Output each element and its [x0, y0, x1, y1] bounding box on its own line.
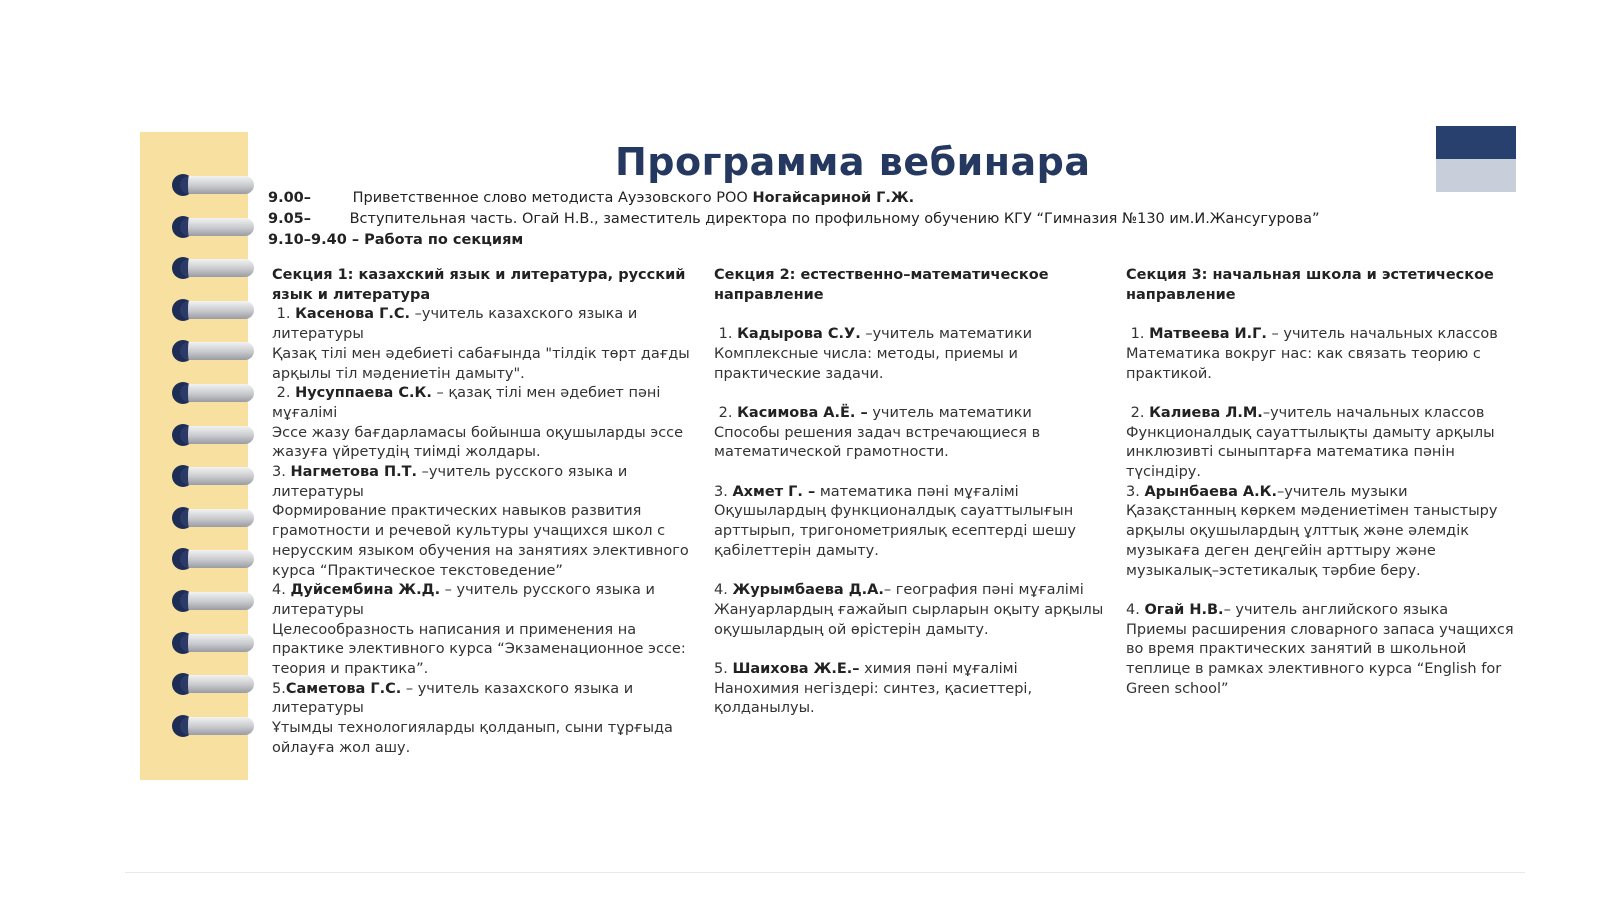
speaker-topic: Функционалдық сауаттылықты дамыту арқылы инклюзивті сыныптарға математика пәнін түсіндіру.: [1126, 424, 1495, 480]
binder-ring-icon: [168, 336, 258, 366]
speaker: 1. Кадырова С.У. –учитель математики: [718, 326, 1033, 343]
binder-ring-icon: [168, 378, 258, 408]
bottom-divider: [125, 872, 1525, 873]
schedule-time: 9.00–: [268, 190, 312, 206]
speaker: 2. Нусуппаева С.К. – қазақ тілі мен әдебиет пәні мұғалімі: [272, 385, 661, 421]
section-3: [1126, 266, 1521, 699]
spiral-binding: [168, 170, 268, 760]
speaker: 2. Касимова А.Ё. – учитель математики: [718, 404, 1032, 421]
schedule-line-3: [268, 232, 523, 248]
section-heading: Секция 1: казахский язык и литература, русский язык и литература: [272, 267, 686, 303]
corner-decoration: [1436, 126, 1516, 192]
binder-ring-icon: [168, 669, 258, 699]
speaker: 3. Нагметова П.Т. –учитель русского языка и литературы: [272, 464, 628, 500]
binder-ring-icon: [168, 420, 258, 450]
schedule-bold: Ногайсариной Г.Ж.: [752, 190, 915, 206]
speaker-topic: Қазақстанның көркем мәдениетімен таныстыру арқылы оқушылардың ұлттық және әлемдік музыкаға деген деңгейін арттыру және музыкалық–эстетикалық тәрбие беру.: [1126, 503, 1498, 579]
schedule-line-1: [268, 190, 914, 206]
speaker-topic: Способы решения задач встречающиеся в математической грамотности.: [714, 424, 1041, 461]
binder-ring-icon: [168, 170, 258, 200]
schedule-text: Приветственное слово методиста Ауэзовского РОО: [352, 190, 753, 206]
speaker-topic: Оқушылардың функционалдық сауаттылығын арттырып, тригонометриялық есептерді шешу қабілеттерін дамыту.: [714, 503, 1077, 559]
speaker: 5.Саметова Г.С. – учитель казахского языка и литературы: [272, 680, 634, 717]
binder-ring-icon: [168, 544, 258, 574]
binder-ring-icon: [168, 711, 258, 741]
section-heading: Секция 2: естественно–математическое направление: [714, 267, 1049, 303]
schedule-text: Вступительная часть. Огай Н.В., заместитель директора по профильному обучению КГУ “Гимназия №130 им.И.Жансугурова”: [349, 211, 1320, 227]
section-1: [272, 266, 702, 759]
schedule-time: 9.10–9.40 – Работа по секциям: [268, 232, 524, 248]
speaker: 4. Огай Н.В.– учитель английского языка: [1126, 601, 1449, 618]
binder-ring-icon: [168, 503, 258, 533]
speaker: 3. Ахмет Г. – математика пәні мұғалімі: [714, 483, 1019, 500]
binder-ring-icon: [168, 628, 258, 658]
speaker: 4. Журымбаева Д.А.– география пәні мұғалімі: [714, 582, 1084, 599]
speaker: 1. Матвеева И.Г. – учитель начальных классов: [1130, 326, 1498, 343]
corner-dark-block: [1436, 126, 1516, 159]
speaker-topic: Жануарлардың ғажайып сырларын оқыту арқылы оқушылардың ой өрістерін дамыту.: [714, 601, 1104, 638]
speaker-topic: Математика вокруг нас: как связать теорию с практикой.: [1126, 345, 1481, 382]
binder-ring-icon: [168, 212, 258, 242]
speaker: 4. Дуйсембина Ж.Д. – учитель русского языка и литературы: [272, 582, 655, 618]
corner-light-block: [1436, 159, 1516, 192]
binder-ring-icon: [168, 295, 258, 325]
speaker: 2. Калиева Л.М.–учитель начальных классов: [1130, 404, 1485, 421]
speaker: 3. Арынбаева А.К.–учитель музыки: [1126, 483, 1408, 500]
speaker: 5. Шаихова Ж.Е.– химия пәні мұғалімі: [714, 660, 1018, 677]
speaker-topic: Формирование практических навыков развития грамотности и речевой культуры учащихся школ с нерусским языком обучения на занятиях элективного курса “Практическое текстоведение”: [272, 503, 689, 579]
speaker-topic: Приемы расширения словарного запаса учащихся во время практических занятий в школьной теплице в рамках элективного курса “English for Green school”: [1126, 621, 1514, 697]
schedule-time: 9.05–: [268, 211, 312, 227]
binder-ring-icon: [168, 461, 258, 491]
schedule-line-2: [268, 211, 1320, 227]
speaker-topic: Ұтымды технологияларды қолданып, сыни тұрғыда ойлауға жол ашу.: [272, 720, 673, 756]
speaker-topic: Қазақ тілі мен әдебиеті сабағында "тілдік төрт дағды арқылы тіл мәдениетін дамыту".: [272, 345, 690, 382]
binder-ring-icon: [168, 253, 258, 283]
section-heading: Секция 3: начальная школа и эстетическое направление: [1126, 267, 1494, 303]
speaker-topic: Нанохимия негіздері: синтез, қасиеттері, қолданылуы.: [714, 680, 1033, 717]
speaker: 1. Касенова Г.С. –учитель казахского языка и литературы: [272, 306, 638, 343]
speaker-topic: Целесообразность написания и применения на практике элективного курса “Экзаменационное эссе: теория и практика”.: [272, 621, 686, 678]
section-2: [714, 266, 1119, 719]
binder-ring-icon: [168, 586, 258, 616]
page-title: Программа вебинара: [615, 140, 1091, 184]
speaker-topic: Комплексные числа: методы, приемы и практические задачи.: [714, 345, 1018, 382]
speaker-topic: Эссе жазу бағдарламасы бойынша оқушыларды эссе жазуға үйретудің тиімді жолдары.: [272, 424, 684, 461]
